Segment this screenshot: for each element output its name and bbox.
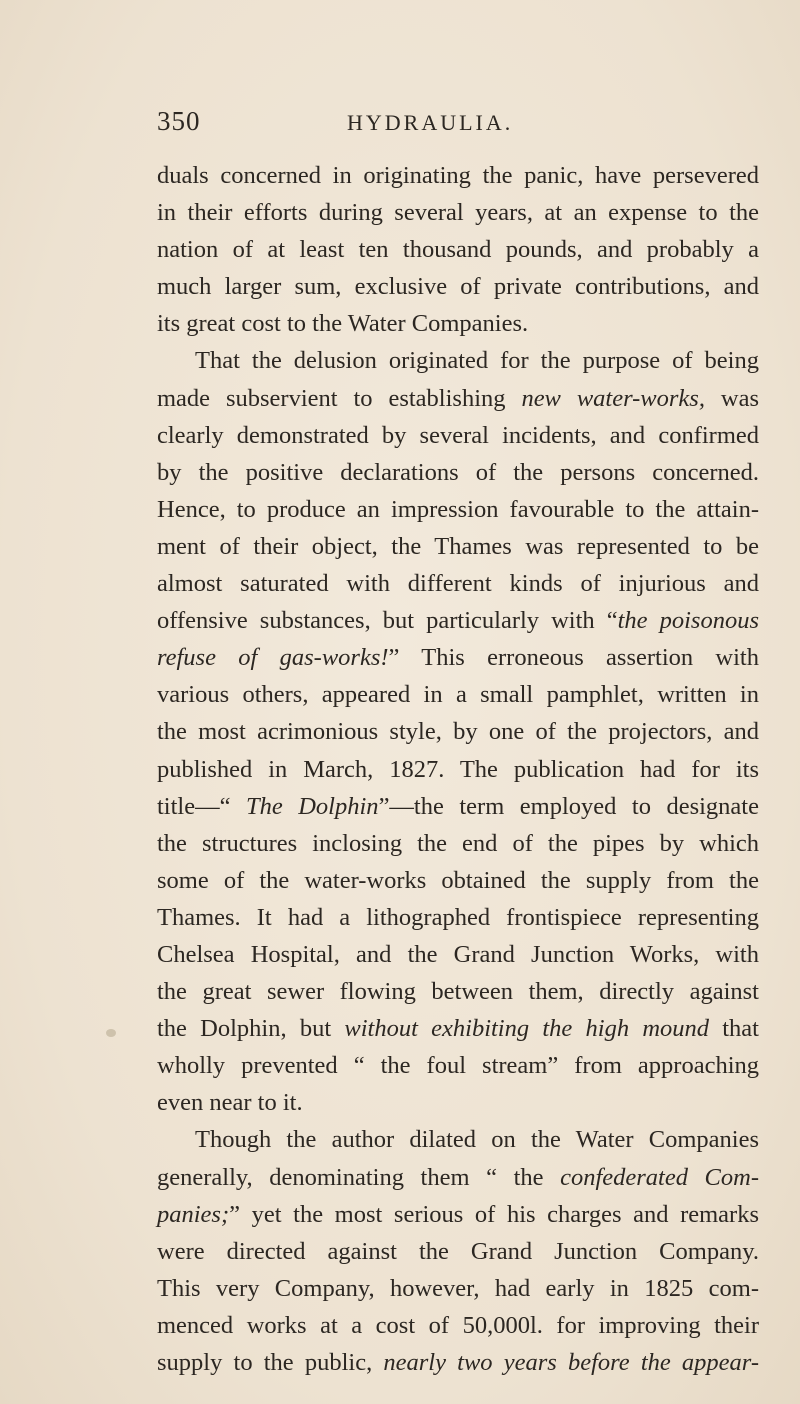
text-line: by the positive declarations of the persons concerned.: [157, 458, 759, 486]
text-line: [157, 1159, 759, 1196]
text-line: That the delusion originated for the purpose of being: [195, 347, 759, 375]
italic-text: refuse of gas-works!: [157, 644, 389, 672]
italic-text: confederated Com-: [560, 1163, 759, 1191]
text-line: [157, 1010, 759, 1047]
paragraph-2: [157, 342, 759, 1121]
text-line: some of the water-works obtained the supply from the: [157, 866, 759, 894]
text-line: the great sewer flowing between them, directly against: [157, 978, 759, 1006]
text-span: supply to the public,: [157, 1349, 384, 1376]
text-line: its great cost to the Water Companies.: [157, 310, 529, 338]
text-line: the structures inclosing the end of the pipes by which: [157, 829, 759, 857]
italic-text: without exhibiting the high mound: [344, 1015, 710, 1043]
text-line: in their efforts during several years, at an expense to the: [157, 199, 759, 227]
page-header: [157, 106, 757, 146]
page-number: 350: [157, 106, 201, 136]
text-span: ”—the term employed to designate: [378, 792, 759, 820]
italic-text: new water-works,: [521, 384, 705, 412]
italic-text: The Dolphin: [245, 792, 379, 820]
text-line: various others, appeared in a small pamphlet, written in: [157, 681, 759, 709]
text-span: offensive substances, but particularly with “: [157, 607, 618, 635]
text-line: [157, 602, 759, 639]
text-line: [157, 380, 759, 417]
text-span: made subservient to establishing: [157, 384, 522, 412]
text-span: generally, denominating them “ the: [157, 1163, 561, 1191]
text-line: nation of at least ten thousand pounds, and probably a: [157, 236, 759, 264]
paragraph-1: [157, 157, 759, 342]
text-line: Hence, to produce an impression favourable to the attain-: [157, 495, 759, 523]
text-span: the Dolphin, but: [157, 1015, 345, 1043]
text-line: were directed against the Grand Junction Company.: [157, 1237, 759, 1265]
text-line: even near to it.: [157, 1089, 303, 1117]
text-line: duals concerned in originating the panic, have persevered: [157, 162, 759, 189]
text-span: that: [709, 1015, 759, 1043]
text-line: clearly demonstrated by several incidents, and confirmed: [157, 421, 759, 449]
text-line: much larger sum, exclusive of private contributions, and: [157, 273, 759, 301]
text-line: wholly prevented “ the foul stream” from approaching: [157, 1052, 759, 1080]
text-line: Thames. It had a lithographed frontispiece representing: [157, 903, 759, 931]
text-line: almost saturated with different kinds of injurious and: [157, 570, 759, 598]
text-line: the most acrimonious style, by one of the projectors, and: [157, 718, 759, 746]
text-span: ” This erroneous assertion with: [388, 644, 759, 672]
paragraph-3: [157, 1121, 759, 1381]
text-line: Chelsea Hospital, and the Grand Junction Works, with: [157, 940, 759, 968]
text-line: Though the author dilated on the Water Companies: [195, 1126, 759, 1154]
running-head: HYDRAULIA.: [347, 110, 514, 135]
text-line: [157, 1196, 759, 1233]
text-line: [157, 639, 759, 676]
italic-text: the poisonous: [617, 607, 759, 635]
text-span: title—“: [157, 792, 246, 820]
italic-text: nearly two years before the appear-: [383, 1349, 759, 1376]
body-text: [157, 157, 759, 1381]
text-line: [157, 1344, 759, 1381]
text-span: ” yet the most serious of his charges and remarks: [229, 1200, 759, 1228]
text-line: This very Company, however, had early in 1825 com-: [157, 1274, 759, 1302]
text-line: menced works at a cost of 50,000l. for improving their: [157, 1311, 759, 1339]
ink-smudge: [106, 1029, 116, 1037]
text-line: ment of their object, the Thames was represented to be: [157, 532, 759, 560]
text-line: published in March, 1827. The publication had for its: [157, 755, 759, 783]
italic-text: panies;: [157, 1200, 230, 1228]
text-span: was: [704, 384, 759, 412]
text-line: [157, 788, 759, 825]
